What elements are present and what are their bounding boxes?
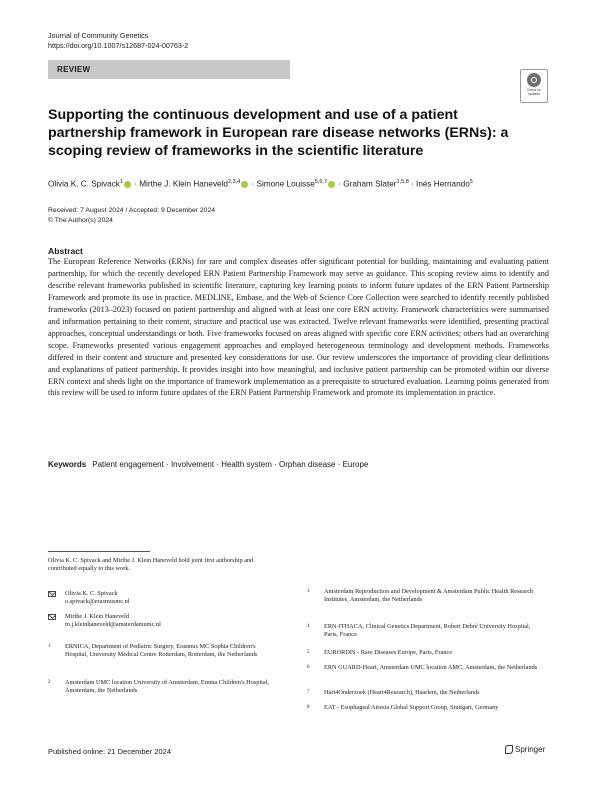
affiliation-text: ERNICA, Department of Pediatric Surgery, Erasmus MC Sophia Children's Hospital, University Medical Centre Rotterdam, Rotterdam, the Netherlands [65, 643, 258, 659]
affiliation-text: EURORDIS - Rare Diseases Europe, Paris, France [324, 649, 453, 656]
author-name[interactable]: Olivia K. C. Spivack [48, 179, 120, 189]
affiliation-text: ERN-ITHACA, Clinical Genetics Department, Robert Debré University Hospital, Paris, France [324, 623, 531, 639]
affiliation-number: 1 [48, 644, 51, 649]
springer-horse-icon [505, 745, 513, 754]
keywords-label: Keywords [48, 460, 87, 469]
affiliation-item [307, 623, 547, 643]
joint-authorship-note: Olivia K. C. Spivack and Mirthe J. Klein Haneveld hold joint first authorship and contributed equally to this work. [48, 557, 254, 573]
abstract-text: The European Reference Networks (ERNs) for rare and complex diseases offer significant potential for building, maintaining and evaluating patient partnership, for which the recently developed ERN Patient Partnership Framework may serve as guidance. This scoping review aims to identify and describe relevant frameworks published in scientific literature, capturing key learning points to inform future updates of the ERN Patient Partnership Framework and promote its use in practice. MEDLINE, Embase, and the Web of Science Core Collection were searched to identify recently published frameworks (2013–2023) focused on patient partnership and aligned with at least one core ERN activity. Framework characteristics were summarised and information pertaining to their content, structure and practical use was extracted. Twelve relevant frameworks were identified, presenting practical approaches, conceptual understandings or both. Five frameworks focused on areas aligned with specific core ERN activities; others had an overarching scope. Frameworks presented various engagement approaches and employed heterogeneous terminology and development methods. Frameworks differed in their content and structure and presented key considerations for use. Our review underscores the importance of providing clear definitions and explanations of patient partnership. It provides insight into how meaningful, and inclusive patient partnership can be promoted within our diverse ERN context and sheds light on the importance of framework implementation as a prerequisite to structured evaluation. Learning points generated from this review will be used to inform future updates of the ERN Patient Partnership Framework and promote its implementation in practice. [48, 257, 549, 398]
affiliation-item [307, 588, 547, 616]
affiliation-number: 3 [307, 589, 310, 594]
affiliation-text: EAT - Esophageal Atresia Global Support Group, Stuttgart, Germany [324, 704, 499, 711]
author-affiliation: 5,6,7 [314, 179, 327, 185]
author-affiliation: 1,5,8 [396, 179, 409, 185]
affiliation-item [48, 643, 283, 673]
footnote-divider [48, 551, 150, 552]
crossmark-label: Check for updates [526, 88, 542, 96]
affiliation-number: 2 [48, 680, 51, 685]
author-affiliation: 5 [469, 179, 473, 185]
author-name[interactable]: Simone Louisse [256, 179, 315, 189]
orcid-icon[interactable] [328, 181, 335, 188]
keywords [48, 460, 368, 469]
affiliation-number: 5 [307, 650, 310, 655]
affiliation-text: Amsterdam UMC location University of Amsterdam, Emma Children's Hospital, Amsterdam, the Netherlands [65, 679, 270, 695]
contact-name: Mirthe J. Klein Haneveld [65, 613, 130, 620]
contact-email[interactable]: o.spivack@erasmusmc.nl [65, 598, 130, 606]
article-dates [48, 206, 215, 225]
affiliation-item [307, 664, 547, 684]
author-name[interactable]: Mirthe J. Klein Haneveld [139, 179, 228, 189]
mail-icon [48, 591, 56, 597]
abstract-heading: Abstract [48, 246, 83, 256]
affiliation-number: 8 [307, 705, 310, 710]
author-name[interactable]: Inés Hernando [416, 179, 470, 189]
keywords-list: Patient engagement · Involvement · Health system · Orphan disease · Europe [92, 460, 369, 469]
section-band [48, 60, 290, 79]
mail-icon [48, 614, 56, 620]
journal-header [48, 31, 188, 51]
article-title: Supporting the continuous development and use of a patient partnership framework in European rare disease networks (ERNs): a scoping review of frameworks in the scientific literature [48, 107, 509, 159]
publisher-name: Springer [515, 745, 546, 754]
affiliation-item [307, 649, 547, 659]
affiliation-text: ERN GUARD-Heart, Amsterdam UMC location AMC, Amsterdam, the Netherlands [324, 664, 538, 671]
author-affiliation: 1 [119, 179, 123, 185]
published-date: Published online: 21 December 2024 [48, 747, 171, 756]
affiliation-item [307, 689, 547, 699]
publisher-logo[interactable] [505, 745, 545, 754]
orcid-icon[interactable] [124, 181, 131, 188]
author-name[interactable]: Graham Slater [343, 179, 397, 189]
affiliation-number: 4 [307, 624, 310, 629]
affiliation-number: 7 [307, 690, 310, 695]
copyright: © The Author(s) 2024 [48, 216, 113, 224]
section-label: REVIEW [57, 65, 91, 74]
author-affiliation: 2,3,4 [227, 179, 241, 185]
journal-name: Journal of Community Genetics [48, 31, 149, 40]
orcid-icon[interactable] [241, 181, 248, 188]
contact-email[interactable]: m.j.kleinhaneveld@amsterdamumc.nl [65, 621, 161, 629]
affiliation-text: Hart4Onderzoek (Heart4Research), Haarlem, the Netherlands [324, 689, 480, 696]
affiliation-item [307, 704, 547, 724]
doi-link[interactable]: https://doi.org/10.1007/s12687-024-00763-2 [48, 41, 189, 50]
affiliation-number: 6 [307, 665, 310, 670]
crossmark-icon [527, 73, 541, 87]
contact-name: Olivia K. C. Spivack [65, 590, 118, 597]
affiliation-text: Amsterdam Reproduction and Development & Amsterdam Public Health Research Institutes, Amsterdam, the Netherlands [324, 588, 534, 604]
affiliation-item [48, 679, 283, 701]
received-accepted: Received: 7 August 2024 / Accepted: 9 December 2024 [48, 207, 216, 214]
author-list: Olivia K. C. Spivack$^1$ · Mirthe J. Klein Haneveld$^{2,3,4}$ · Simone Louisse$^{5,6,7}$ · Graham Slater$^{1,5,8}$ · Inés Hernando$^5$ [48, 179, 473, 189]
crossmark-badge[interactable] [520, 69, 548, 103]
